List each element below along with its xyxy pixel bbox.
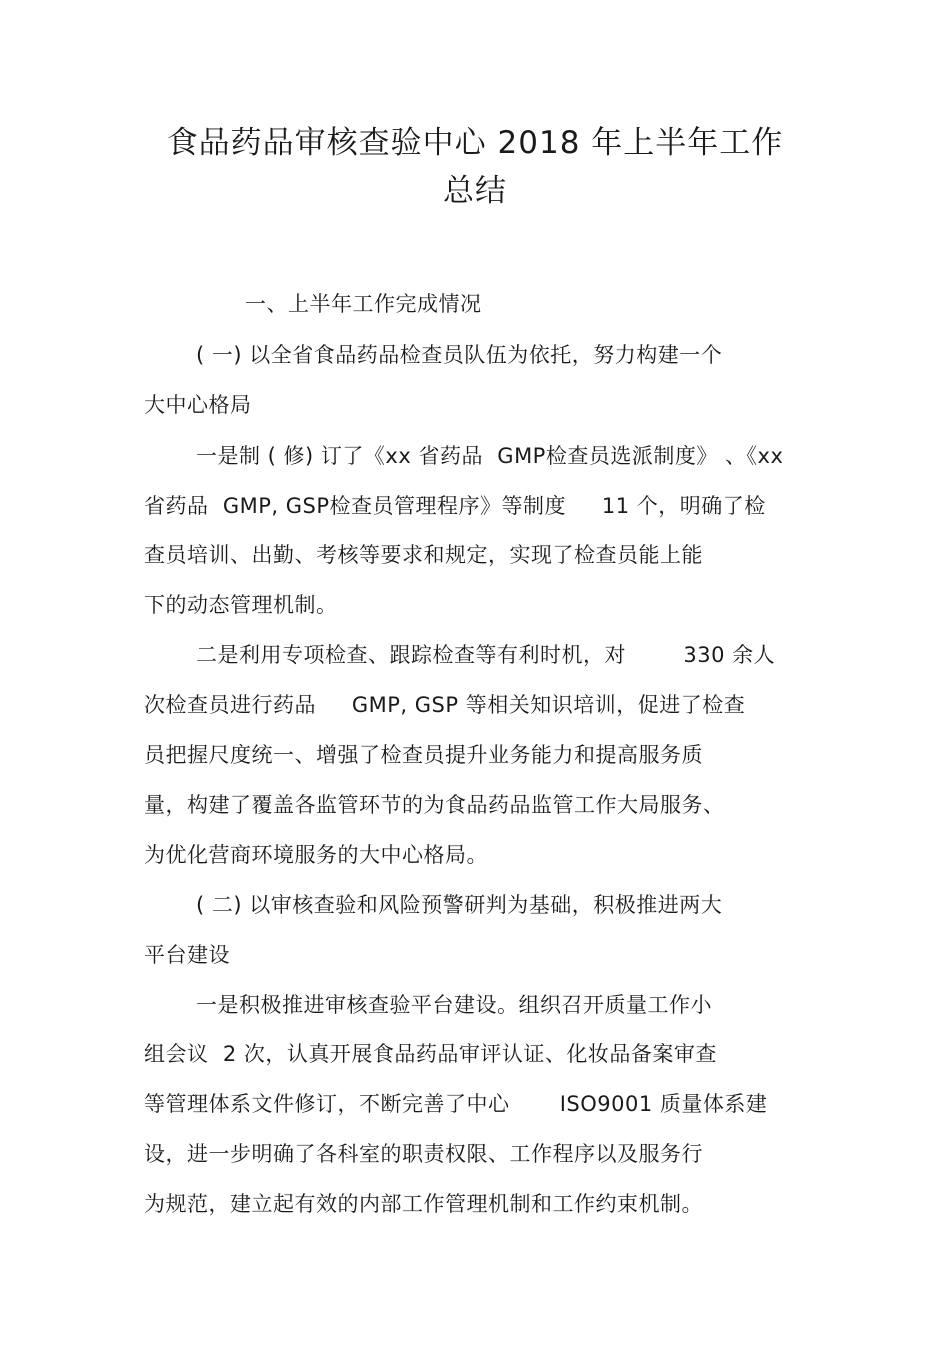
paragraph-line: 组会议 2 次，认真开展食品药品审评认证、化妆品备案审查 [144,1042,717,1066]
paragraph-line: 二是利用专项检查、跟踪检查等有利时机，对 330 余人 [196,643,776,667]
section-heading-1: 一、上半年工作完成情况 [245,292,482,316]
paragraph-line: 等管理体系文件修订，不断完善了中心 ISO9001 质量体系建 [144,1092,768,1116]
subsection-heading-1-cont: 大中心格局 [144,393,252,417]
paragraph-line: 一是制 ( 修) 订了《xx 省药品 GMP检查员选派制度》 、《xx [196,444,784,468]
paragraph-line: 下的动态管理机制。 [144,593,338,617]
paragraph-line: 一是积极推进审核查验平台建设。组织召开质量工作小 [196,993,712,1017]
paragraph-line: 为规范，建立起有效的内部工作管理机制和工作约束机制。 [144,1192,703,1216]
paragraph-line: 为优化营商环境服务的大中心格局。 [144,843,488,867]
paragraph-line: 设，进一步明确了各科室的职责权限、工作程序以及服务行 [144,1142,703,1166]
document-title-line-1: 食品药品审核查验中心 2018 年上半年工作 [166,125,784,161]
paragraph-line: 员把握尺度统一、增强了检查员提升业务能力和提高服务质 [144,743,703,767]
paragraph-line: 量，构建了覆盖各监管环节的为食品药品监管工作大局服务、 [144,793,725,817]
subsection-heading-2-cont: 平台建设 [144,943,230,967]
subsection-heading-1: ( 一) 以全省食品药品检查员队伍为依托，努力构建一个 [196,343,723,367]
paragraph-line: 省药品 GMP, GSP检查员管理程序》等制度 11 个，明确了检 [144,494,766,518]
paragraph-line: 次检查员进行药品 GMP, GSP 等相关知识培训，促进了检查 [144,693,746,717]
subsection-heading-2: ( 二) 以审核查验和风险预警研判为基础，积极推进两大 [196,893,723,917]
paragraph-line: 查员培训、出勤、考核等要求和规定，实现了检查员能上能 [144,543,703,567]
document-title-line-2: 总结 [443,173,507,209]
